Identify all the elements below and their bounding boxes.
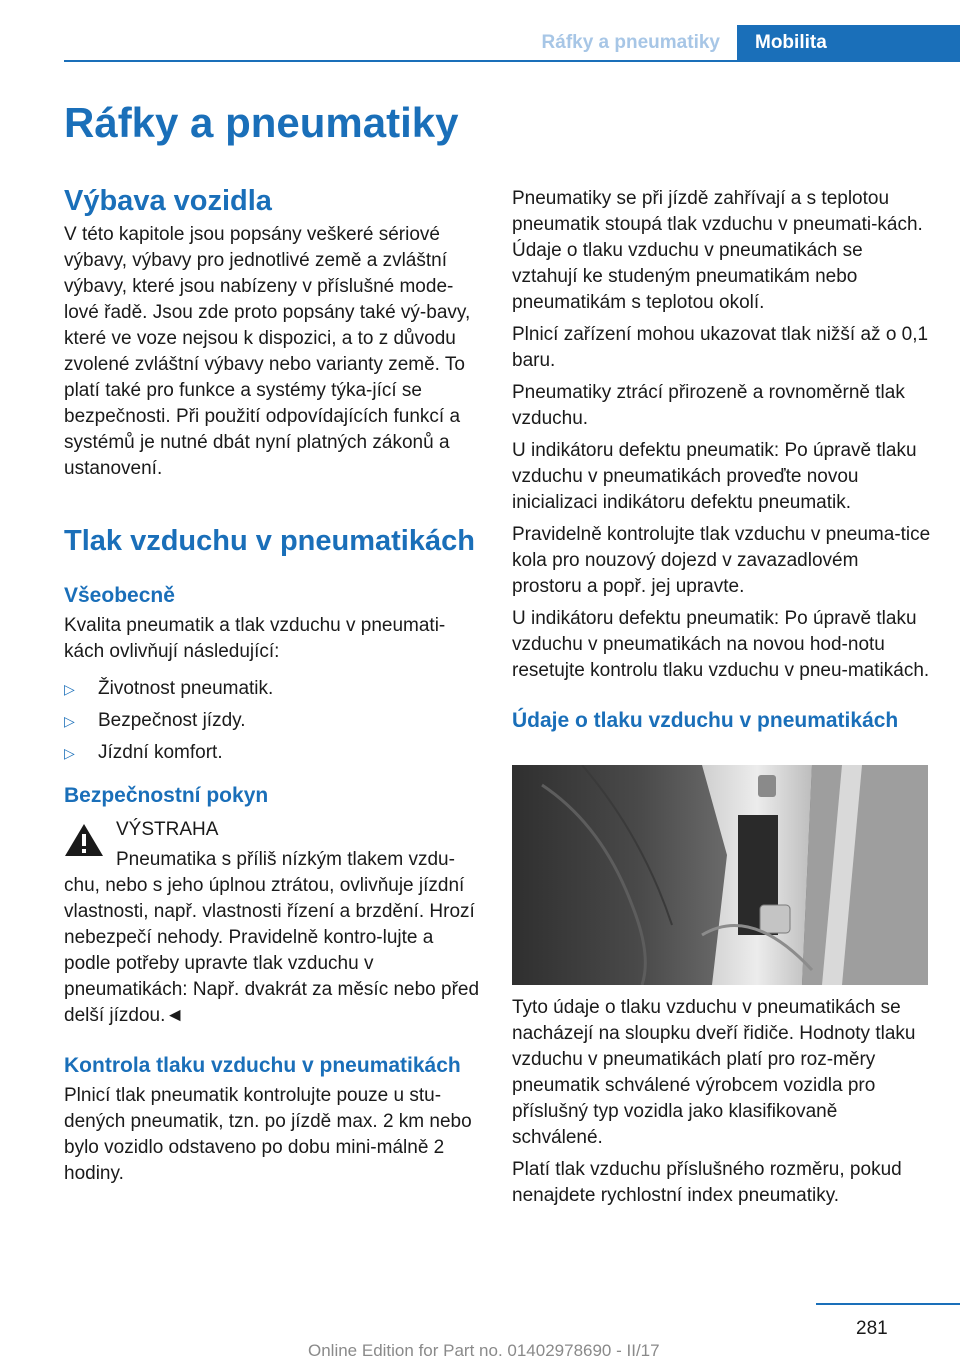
- effects-list: [64, 673, 484, 769]
- list-item: ▷ Životnost pneumatik.: [64, 673, 484, 705]
- paragraph: Pneumatiky se při jízdě zahřívají a s teplotou pneumatik stoupá tlak vzduchu v pneumati-kách. Údaje o tlaku vzduchu v pneumatikách se vztahují ke studeným pneumatikám nebo pneumatikám s teplotou okolí.: [512, 188, 923, 313]
- check-heading: Kontrola tlaku vzduchu v pneumatikách: [64, 1054, 461, 1077]
- paragraph: Plnicí zařízení mohou ukazovat tlak nižší až o 0,1 baru.: [512, 324, 929, 371]
- warning-label: VÝSTRAHA: [116, 819, 219, 840]
- right-column: [512, 186, 932, 734]
- equipment-heading: Výbava vozidla: [64, 185, 272, 217]
- warning-box: [64, 817, 484, 1029]
- equipment-text: V této kapitole jsou popsány veškeré sériové výbavy, výbavy pro jednotlivé země a zvláštní výbavy, které jsou nabízeny v příslušné mode-lové řadě. Jsou zde proto popsány také vý-bavy, které ve voze nejsou k dispozici, a to z důvodu zvolené zvláštní výbavy nebo varianty země. To platí také pro funkce a systémy týka-jící se bezpečnosti. Při použití odpovídajících funkcí a systémů je nutné dbát nyní platných zákonů a ustanovení.: [64, 224, 471, 479]
- paragraph: Platí tlak vzduchu příslušného rozměru, pokud nenajdete rychlostní index pneumatiky.: [512, 1159, 902, 1206]
- list-item: ▷ Bezpečnost jízdy.: [64, 705, 484, 737]
- page-title: Ráfky a pneumatiky: [64, 99, 459, 146]
- footer-rule: [816, 1303, 960, 1305]
- header-rule: [64, 60, 960, 62]
- general-heading: Všeobecně: [64, 584, 175, 607]
- warning-text: Pneumatika s příliš nízkým tlakem vzdu-chu, nebo s jeho úplnou ztrátou, ovlivňuje jízdní vlastnosti, např. vlastnosti řízení a brzdění. Hrozí nebezpečí nehody. Pravidelně kontro-lujte a podle potřeby upravte tlak vzduchu v pneumatikách: Např. dvakrát za měsíc nebo před delší jízdou.◄: [64, 849, 480, 1026]
- data-heading: Údaje o tlaku vzduchu v pneumatikách: [512, 709, 899, 732]
- warning-triangle-icon: [64, 823, 104, 857]
- paragraph: Pravidelně kontrolujte tlak vzduchu v pneuma-tice kola pro nouzový dojezd v zavazadlovém prostoru a popř. jej upravte.: [512, 524, 931, 597]
- paragraph: U indikátoru defektu pneumatik: Po úpravě tlaku vzduchu v pneumatikách proveďte novou inicializaci indikátoru defektu pneumatik.: [512, 440, 917, 513]
- check-text: Plnicí tlak pneumatik kontrolujte pouze u stu-dených pneumatik, tzn. po jízdě max. 2 km nebo bylo vozidlo odstaveno po dobu mini-málně 2 hodiny.: [64, 1085, 472, 1184]
- door-pillar-label-photo: [512, 765, 928, 985]
- header-section-tab: Ráfky a pneumatiky: [541, 32, 720, 53]
- list-item: ▷ Jízdní komfort.: [64, 737, 484, 769]
- right-column-lower: [512, 995, 932, 1209]
- triangle-right-icon: ▷: [64, 681, 75, 697]
- general-text: Kvalita pneumatik a tlak vzduchu v pneumati-kách ovlivňují následující:: [64, 615, 446, 662]
- triangle-right-icon: ▷: [64, 745, 75, 761]
- header-chapter-tab: Mobilita: [737, 25, 960, 61]
- pressure-heading: Tlak vzduchu v pneumatikách: [64, 525, 475, 557]
- triangle-right-icon: ▷: [64, 713, 75, 729]
- paragraph: Pneumatiky ztrácí přirozeně a rovnoměrně tlak vzduchu.: [512, 382, 905, 429]
- paragraph: Tyto údaje o tlaku vzduchu v pneumatikách se nacházejí na sloupku dveří řidiče. Hodnoty tlaku vzduchu v pneumatikách platí pro roz-měry pneumatik schválené výrobcem vozidla pro příslušný typ vozidla jako klasifikovaně schválené.: [512, 997, 916, 1148]
- paragraph: U indikátoru defektu pneumatik: Po úpravě tlaku vzduchu v pneumatikách na novou hod-notu resetujte kontrolu tlaku vzduchu v pneu-matikách.: [512, 608, 930, 681]
- left-column: [64, 186, 484, 1187]
- footer-edition: Online Edition for Part no. 01402978690 - II/17: [308, 1341, 660, 1360]
- safety-heading: Bezpečnostní pokyn: [64, 784, 269, 807]
- page-number: 281: [856, 1318, 888, 1339]
